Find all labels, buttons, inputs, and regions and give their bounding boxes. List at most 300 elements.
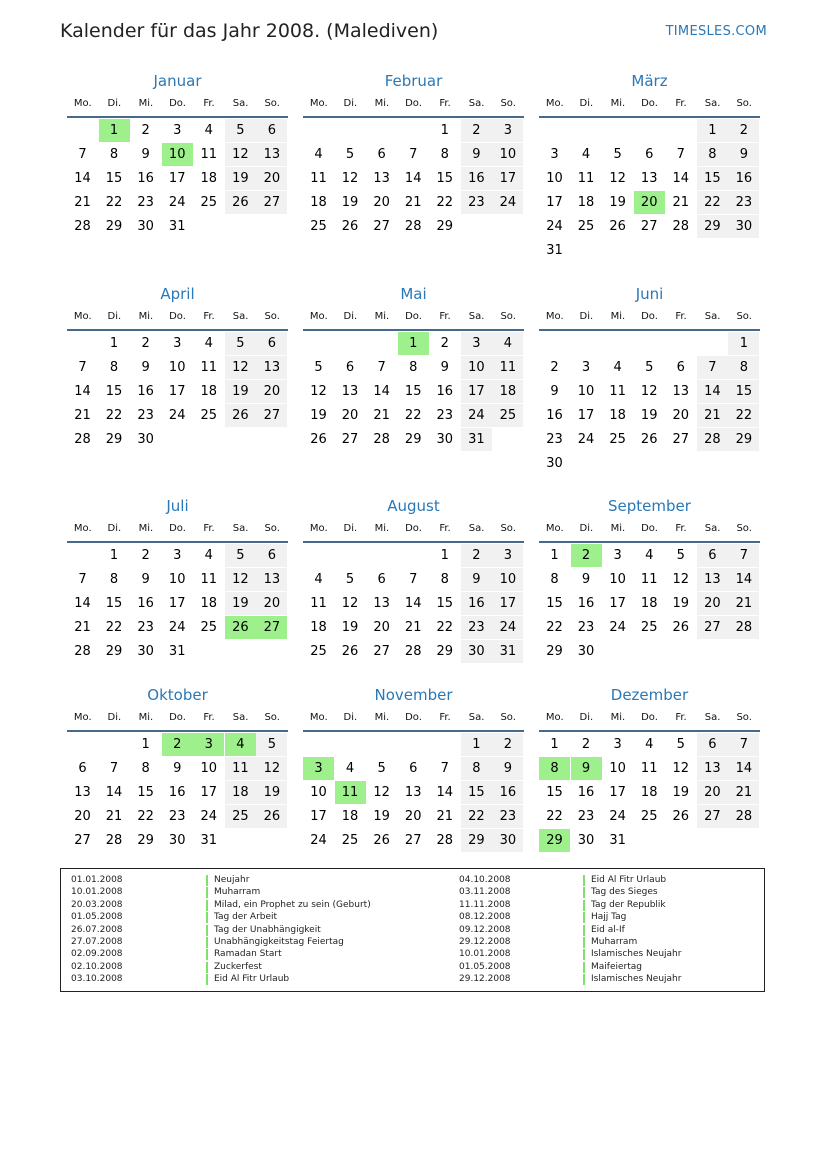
day-cell[interactable]: 17	[609, 596, 626, 611]
day-cell[interactable]: 2	[461, 119, 492, 142]
day-cell[interactable]: 11	[335, 781, 366, 804]
day-cell[interactable]: 3	[613, 737, 622, 752]
day-cell[interactable]: 20	[256, 167, 287, 190]
day-cell[interactable]: 30	[168, 833, 186, 848]
day-cell[interactable]: 28	[697, 428, 728, 451]
day-cell[interactable]: 19	[373, 809, 390, 824]
day-cell[interactable]: 24	[461, 404, 492, 427]
day-cell[interactable]: 23	[461, 616, 492, 639]
day-cell[interactable]: 1	[550, 737, 559, 752]
day-cell[interactable]: 12	[341, 596, 359, 611]
day-cell[interactable]: 30	[546, 456, 563, 471]
day-cell[interactable]: 28	[728, 616, 759, 639]
day-cell[interactable]: 9	[581, 572, 591, 587]
day-cell[interactable]: 26	[672, 809, 690, 824]
day-cell[interactable]: 11	[310, 171, 327, 186]
day-cell[interactable]: 18	[341, 809, 359, 824]
day-cell[interactable]: 19	[341, 620, 359, 635]
day-cell[interactable]: 4	[492, 332, 523, 355]
day-cell[interactable]: 7	[78, 360, 87, 375]
day-cell[interactable]: 19	[225, 592, 256, 615]
day-cell[interactable]: 13	[256, 356, 287, 379]
day-cell[interactable]: 23	[137, 620, 154, 635]
day-cell[interactable]: 8	[440, 572, 449, 587]
day-cell[interactable]: 9	[173, 761, 182, 776]
day-cell[interactable]: 8	[697, 143, 728, 166]
day-cell[interactable]: 28	[74, 644, 91, 659]
day-cell[interactable]: 29	[105, 644, 123, 659]
day-cell[interactable]: 13	[74, 785, 91, 800]
day-cell[interactable]: 20	[74, 809, 91, 824]
day-cell[interactable]: 12	[640, 384, 658, 399]
day-cell[interactable]: 6	[78, 761, 87, 776]
day-cell[interactable]: 4	[345, 761, 355, 776]
day-cell[interactable]: 26	[310, 432, 327, 447]
day-cell[interactable]: 17	[546, 195, 563, 210]
day-cell[interactable]: 4	[581, 147, 591, 162]
day-cell[interactable]: 1	[697, 119, 728, 142]
day-cell[interactable]: 4	[204, 123, 213, 138]
day-cell[interactable]: 22	[461, 805, 492, 828]
day-cell[interactable]: 23	[492, 805, 523, 828]
day-cell[interactable]: 26	[640, 432, 658, 447]
day-cell[interactable]: 20	[341, 408, 359, 423]
day-cell[interactable]: 13	[341, 384, 359, 399]
day-cell[interactable]: 29	[436, 219, 454, 234]
day-cell[interactable]: 6	[645, 147, 654, 162]
day-cell[interactable]: 12	[609, 171, 626, 186]
day-cell[interactable]: 29	[105, 219, 123, 234]
day-cell[interactable]: 3	[581, 360, 591, 375]
day-cell[interactable]: 1	[398, 332, 429, 355]
day-cell[interactable]: 15	[105, 384, 123, 399]
day-cell[interactable]: 23	[436, 408, 454, 423]
day-cell[interactable]: 24	[609, 620, 626, 635]
day-cell[interactable]: 15	[546, 785, 563, 800]
day-cell[interactable]: 9	[141, 147, 150, 162]
day-cell[interactable]: 20	[404, 809, 422, 824]
day-cell[interactable]: 23	[137, 195, 154, 210]
day-cell[interactable]: 19	[672, 785, 690, 800]
day-cell[interactable]: 21	[373, 408, 390, 423]
day-cell[interactable]: 5	[676, 548, 685, 563]
day-cell[interactable]: 25	[310, 219, 327, 234]
day-cell[interactable]: 26	[609, 219, 626, 234]
day-cell[interactable]: 21	[74, 620, 91, 635]
day-cell[interactable]: 20	[697, 781, 728, 804]
day-cell[interactable]: 4	[225, 733, 256, 756]
day-cell[interactable]: 31	[168, 644, 186, 659]
day-cell[interactable]: 6	[377, 147, 386, 162]
day-cell[interactable]: 12	[341, 171, 359, 186]
day-cell[interactable]: 18	[492, 380, 523, 403]
day-cell[interactable]: 18	[640, 596, 658, 611]
day-cell[interactable]: 19	[341, 195, 359, 210]
day-cell[interactable]: 21	[105, 809, 123, 824]
day-cell[interactable]: 15	[728, 380, 759, 403]
day-cell[interactable]: 3	[461, 332, 492, 355]
day-cell[interactable]: 29	[105, 432, 123, 447]
day-cell[interactable]: 24	[492, 191, 523, 214]
day-cell[interactable]: 30	[137, 644, 154, 659]
day-cell[interactable]: 4	[314, 147, 323, 162]
day-cell[interactable]: 12	[225, 143, 256, 166]
day-cell[interactable]: 3	[303, 757, 334, 780]
day-cell[interactable]: 10	[461, 356, 492, 379]
day-cell[interactable]: 24	[168, 408, 186, 423]
day-cell[interactable]: 31	[461, 428, 492, 451]
day-cell[interactable]: 16	[461, 592, 492, 615]
day-cell[interactable]: 28	[436, 833, 454, 848]
day-cell[interactable]: 31	[492, 640, 523, 663]
day-cell[interactable]: 17	[200, 785, 218, 800]
day-cell[interactable]: 21	[728, 781, 759, 804]
day-cell[interactable]: 2	[162, 733, 193, 756]
day-cell[interactable]: 10	[168, 360, 186, 375]
day-cell[interactable]: 29	[461, 829, 492, 852]
day-cell[interactable]: 29	[137, 833, 154, 848]
day-cell[interactable]: 7	[78, 147, 87, 162]
day-cell[interactable]: 23	[577, 809, 595, 824]
day-cell[interactable]: 30	[137, 219, 154, 234]
day-cell[interactable]: 10	[609, 572, 626, 587]
day-cell[interactable]: 22	[105, 620, 123, 635]
brand-logo[interactable]: TIMESLES.COM	[665, 24, 767, 39]
day-cell[interactable]: 2	[440, 336, 449, 351]
day-cell[interactable]: 14	[436, 785, 454, 800]
day-cell[interactable]: 15	[436, 171, 454, 186]
day-cell[interactable]: 9	[461, 143, 492, 166]
day-cell[interactable]: 4	[645, 737, 654, 752]
day-cell[interactable]: 19	[225, 380, 256, 403]
day-cell[interactable]: 24	[168, 620, 186, 635]
day-cell[interactable]: 6	[676, 360, 685, 375]
day-cell[interactable]: 16	[577, 785, 595, 800]
day-cell[interactable]: 30	[728, 215, 759, 238]
day-cell[interactable]: 18	[200, 596, 218, 611]
day-cell[interactable]: 2	[461, 544, 492, 567]
day-cell[interactable]: 12	[672, 572, 690, 587]
day-cell[interactable]: 27	[640, 219, 658, 234]
day-cell[interactable]: 7	[440, 761, 449, 776]
day-cell[interactable]: 12	[672, 761, 690, 776]
day-cell[interactable]: 25	[200, 620, 218, 635]
day-cell[interactable]: 9	[461, 568, 492, 591]
day-cell[interactable]: 15	[137, 785, 154, 800]
day-cell[interactable]: 10	[492, 143, 523, 166]
day-cell[interactable]: 7	[676, 147, 685, 162]
day-cell[interactable]: 28	[74, 432, 91, 447]
day-cell[interactable]: 20	[373, 195, 390, 210]
day-cell[interactable]: 10	[310, 785, 327, 800]
day-cell[interactable]: 28	[373, 432, 390, 447]
day-cell[interactable]: 27	[672, 432, 690, 447]
day-cell[interactable]: 8	[109, 147, 119, 162]
day-cell[interactable]: 11	[200, 360, 218, 375]
day-cell[interactable]: 14	[697, 380, 728, 403]
day-cell[interactable]: 14	[74, 384, 91, 399]
day-cell[interactable]: 22	[697, 191, 728, 214]
day-cell[interactable]: 26	[225, 191, 256, 214]
day-cell[interactable]: 18	[577, 195, 595, 210]
day-cell[interactable]: 14	[373, 384, 390, 399]
day-cell[interactable]: 10	[162, 143, 193, 166]
day-cell[interactable]: 3	[173, 336, 182, 351]
day-cell[interactable]: 14	[105, 785, 123, 800]
day-cell[interactable]: 3	[193, 733, 224, 756]
day-cell[interactable]: 6	[256, 332, 287, 355]
day-cell[interactable]: 18	[310, 195, 327, 210]
day-cell[interactable]: 7	[109, 761, 119, 776]
day-cell[interactable]: 15	[436, 596, 454, 611]
day-cell[interactable]: 1	[550, 548, 559, 563]
day-cell[interactable]: 15	[404, 384, 422, 399]
day-cell[interactable]: 21	[672, 195, 690, 210]
day-cell[interactable]: 10	[168, 572, 186, 587]
day-cell[interactable]: 21	[404, 195, 422, 210]
day-cell[interactable]: 2	[550, 360, 559, 375]
day-cell[interactable]: 14	[672, 171, 690, 186]
day-cell[interactable]: 7	[728, 733, 759, 756]
day-cell[interactable]: 26	[672, 620, 690, 635]
day-cell[interactable]: 23	[168, 809, 186, 824]
day-cell[interactable]: 1	[440, 548, 449, 563]
day-cell[interactable]: 14	[728, 568, 759, 591]
day-cell[interactable]: 7	[409, 147, 418, 162]
day-cell[interactable]: 19	[609, 195, 626, 210]
day-cell[interactable]: 19	[225, 167, 256, 190]
day-cell[interactable]: 21	[728, 592, 759, 615]
day-cell[interactable]: 20	[256, 380, 287, 403]
day-cell[interactable]: 14	[404, 596, 422, 611]
day-cell[interactable]: 2	[581, 737, 591, 752]
day-cell[interactable]: 29	[697, 215, 728, 238]
day-cell[interactable]: 25	[492, 404, 523, 427]
day-cell[interactable]: 2	[141, 123, 150, 138]
day-cell[interactable]: 11	[640, 761, 658, 776]
day-cell[interactable]: 18	[200, 171, 218, 186]
day-cell[interactable]: 14	[74, 171, 91, 186]
day-cell[interactable]: 23	[546, 432, 563, 447]
day-cell[interactable]: 3	[550, 147, 559, 162]
day-cell[interactable]: 31	[168, 219, 186, 234]
day-cell[interactable]: 15	[697, 167, 728, 190]
day-cell[interactable]: 16	[168, 785, 186, 800]
day-cell[interactable]: 28	[74, 219, 91, 234]
day-cell[interactable]: 29	[539, 829, 570, 852]
day-cell[interactable]: 15	[105, 596, 123, 611]
day-cell[interactable]: 30	[577, 644, 595, 659]
day-cell[interactable]: 17	[168, 171, 186, 186]
day-cell[interactable]: 26	[341, 644, 359, 659]
day-cell[interactable]: 30	[436, 432, 454, 447]
day-cell[interactable]: 12	[310, 384, 327, 399]
day-cell[interactable]: 22	[546, 809, 563, 824]
day-cell[interactable]: 27	[697, 805, 728, 828]
day-cell[interactable]: 25	[609, 432, 626, 447]
day-cell[interactable]: 7	[78, 572, 87, 587]
day-cell[interactable]: 6	[697, 544, 728, 567]
day-cell[interactable]: 9	[571, 757, 602, 780]
day-cell[interactable]: 20	[634, 191, 665, 214]
day-cell[interactable]: 27	[404, 833, 422, 848]
day-cell[interactable]: 31	[546, 243, 563, 258]
day-cell[interactable]: 4	[204, 336, 213, 351]
day-cell[interactable]: 25	[640, 620, 658, 635]
day-cell[interactable]: 6	[697, 733, 728, 756]
day-cell[interactable]: 10	[609, 761, 626, 776]
day-cell[interactable]: 28	[672, 219, 690, 234]
day-cell[interactable]: 4	[645, 548, 654, 563]
day-cell[interactable]: 11	[200, 147, 218, 162]
day-cell[interactable]: 16	[137, 171, 154, 186]
day-cell[interactable]: 5	[613, 147, 622, 162]
day-cell[interactable]: 19	[256, 781, 287, 804]
day-cell[interactable]: 11	[225, 757, 256, 780]
day-cell[interactable]: 2	[492, 733, 523, 756]
day-cell[interactable]: 6	[345, 360, 355, 375]
day-cell[interactable]: 30	[492, 829, 523, 852]
day-cell[interactable]: 26	[256, 805, 287, 828]
day-cell[interactable]: 25	[640, 809, 658, 824]
day-cell[interactable]: 9	[550, 384, 559, 399]
day-cell[interactable]: 19	[640, 408, 658, 423]
day-cell[interactable]: 8	[461, 757, 492, 780]
day-cell[interactable]: 27	[256, 404, 287, 427]
day-cell[interactable]: 22	[137, 809, 154, 824]
day-cell[interactable]: 16	[577, 596, 595, 611]
day-cell[interactable]: 16	[546, 408, 563, 423]
day-cell[interactable]: 6	[409, 761, 418, 776]
day-cell[interactable]: 27	[256, 191, 287, 214]
day-cell[interactable]: 5	[676, 737, 685, 752]
day-cell[interactable]: 31	[200, 833, 218, 848]
day-cell[interactable]: 11	[577, 171, 595, 186]
day-cell[interactable]: 20	[697, 592, 728, 615]
day-cell[interactable]: 7	[697, 356, 728, 379]
day-cell[interactable]: 22	[546, 620, 563, 635]
day-cell[interactable]: 22	[404, 408, 422, 423]
day-cell[interactable]: 24	[168, 195, 186, 210]
day-cell[interactable]: 13	[256, 568, 287, 591]
day-cell[interactable]: 28	[404, 219, 422, 234]
day-cell[interactable]: 5	[225, 119, 256, 142]
day-cell[interactable]: 9	[492, 757, 523, 780]
day-cell[interactable]: 12	[256, 757, 287, 780]
day-cell[interactable]: 22	[105, 195, 123, 210]
day-cell[interactable]: 13	[373, 596, 390, 611]
day-cell[interactable]: 25	[341, 833, 359, 848]
day-cell[interactable]: 1	[99, 119, 130, 142]
day-cell[interactable]: 15	[546, 596, 563, 611]
day-cell[interactable]: 11	[609, 384, 626, 399]
day-cell[interactable]: 29	[404, 432, 422, 447]
day-cell[interactable]: 5	[377, 761, 386, 776]
day-cell[interactable]: 8	[409, 360, 418, 375]
day-cell[interactable]: 4	[314, 572, 323, 587]
day-cell[interactable]: 21	[404, 620, 422, 635]
day-cell[interactable]: 16	[492, 781, 523, 804]
day-cell[interactable]: 10	[577, 384, 595, 399]
day-cell[interactable]: 12	[373, 785, 390, 800]
day-cell[interactable]: 13	[373, 171, 390, 186]
day-cell[interactable]: 20	[672, 408, 690, 423]
day-cell[interactable]: 13	[672, 384, 690, 399]
day-cell[interactable]: 17	[492, 592, 523, 615]
day-cell[interactable]: 19	[310, 408, 327, 423]
day-cell[interactable]: 25	[200, 195, 218, 210]
day-cell[interactable]: 17	[168, 384, 186, 399]
day-cell[interactable]: 9	[141, 360, 150, 375]
day-cell[interactable]: 24	[577, 432, 595, 447]
day-cell[interactable]: 3	[492, 119, 523, 142]
day-cell[interactable]: 13	[697, 757, 728, 780]
day-cell[interactable]: 2	[141, 336, 150, 351]
day-cell[interactable]: 5	[314, 360, 323, 375]
day-cell[interactable]: 8	[728, 356, 759, 379]
day-cell[interactable]: 25	[225, 805, 256, 828]
day-cell[interactable]: 13	[256, 143, 287, 166]
day-cell[interactable]: 25	[200, 408, 218, 423]
day-cell[interactable]: 29	[436, 644, 454, 659]
day-cell[interactable]: 10	[200, 761, 218, 776]
day-cell[interactable]: 22	[436, 620, 454, 635]
day-cell[interactable]: 21	[697, 404, 728, 427]
day-cell[interactable]: 8	[440, 147, 449, 162]
day-cell[interactable]: 5	[225, 332, 256, 355]
day-cell[interactable]: 1	[141, 737, 150, 752]
day-cell[interactable]: 23	[728, 191, 759, 214]
day-cell[interactable]: 13	[697, 568, 728, 591]
day-cell[interactable]: 16	[461, 167, 492, 190]
day-cell[interactable]: 17	[168, 596, 186, 611]
day-cell[interactable]: 5	[256, 733, 287, 756]
day-cell[interactable]: 23	[461, 191, 492, 214]
day-cell[interactable]: 16	[137, 384, 154, 399]
day-cell[interactable]: 22	[728, 404, 759, 427]
day-cell[interactable]: 24	[310, 833, 327, 848]
day-cell[interactable]: 15	[105, 171, 123, 186]
day-cell[interactable]: 13	[404, 785, 422, 800]
day-cell[interactable]: 24	[546, 219, 563, 234]
day-cell[interactable]: 14	[728, 757, 759, 780]
day-cell[interactable]: 8	[109, 360, 119, 375]
day-cell[interactable]: 1	[728, 332, 759, 355]
day-cell[interactable]: 27	[373, 219, 390, 234]
day-cell[interactable]: 12	[225, 568, 256, 591]
day-cell[interactable]: 19	[672, 596, 690, 611]
day-cell[interactable]: 14	[74, 596, 91, 611]
day-cell[interactable]: 20	[373, 620, 390, 635]
day-cell[interactable]: 14	[404, 171, 422, 186]
day-cell[interactable]: 18	[200, 384, 218, 399]
day-cell[interactable]: 21	[74, 195, 91, 210]
day-cell[interactable]: 20	[256, 592, 287, 615]
day-cell[interactable]: 1	[440, 123, 449, 138]
day-cell[interactable]: 27	[373, 644, 390, 659]
day-cell[interactable]: 9	[440, 360, 449, 375]
day-cell[interactable]: 18	[609, 408, 626, 423]
day-cell[interactable]: 10	[492, 568, 523, 591]
day-cell[interactable]: 26	[341, 219, 359, 234]
day-cell[interactable]: 24	[609, 809, 626, 824]
day-cell[interactable]: 28	[728, 805, 759, 828]
day-cell[interactable]: 11	[200, 572, 218, 587]
day-cell[interactable]: 5	[345, 147, 355, 162]
day-cell[interactable]: 13	[640, 171, 658, 186]
day-cell[interactable]: 3	[613, 548, 622, 563]
day-cell[interactable]: 31	[609, 833, 626, 848]
